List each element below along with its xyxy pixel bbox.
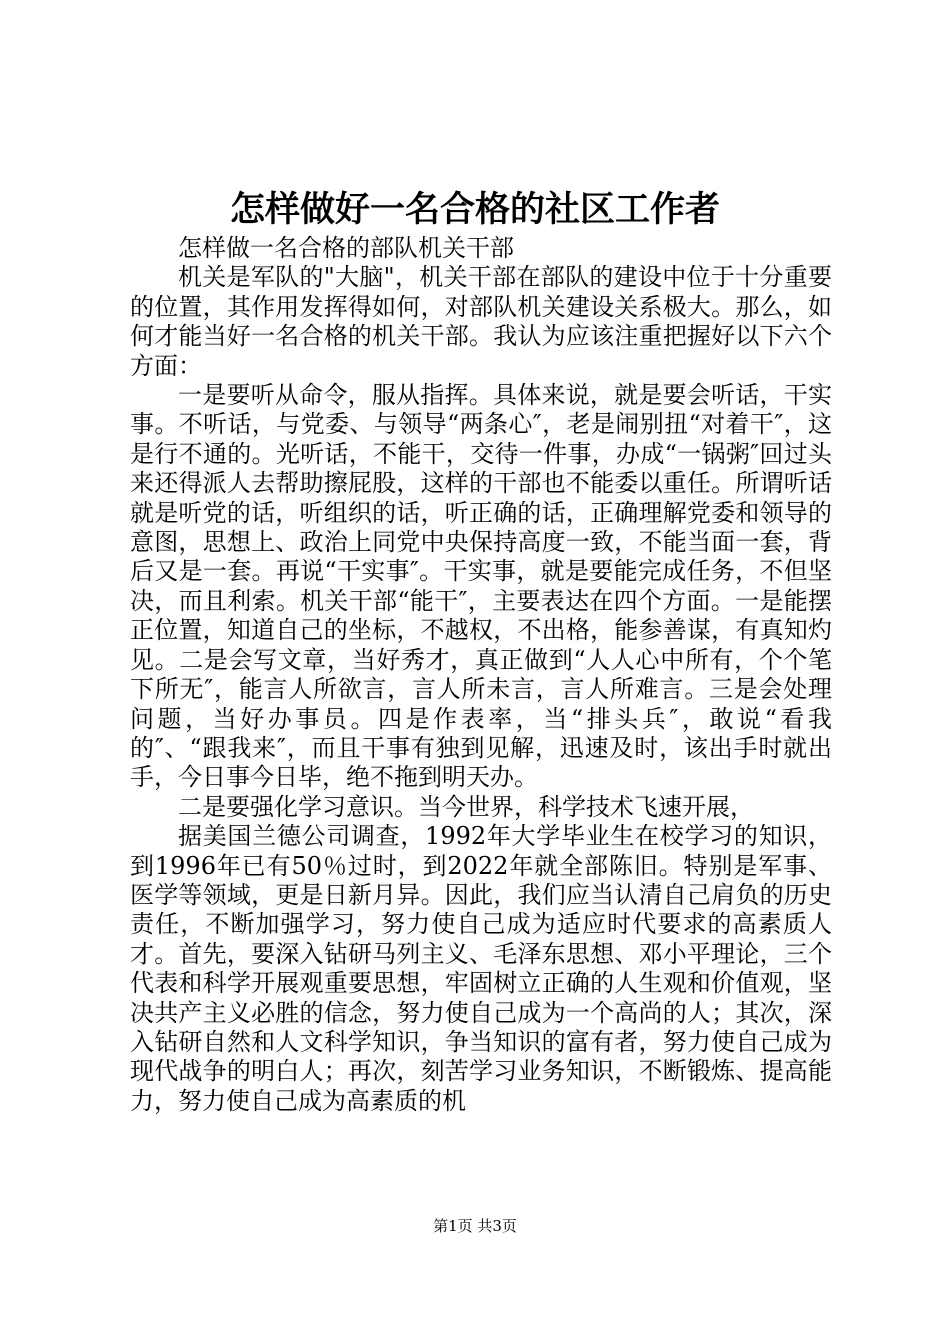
subtitle-paragraph: 怎样做一名合格的部队机关干部 — [178, 234, 514, 262]
body-paragraph: 机关是军队的"大脑"，机关干部在部队的建设中位于十分重要的位置，其作用发挥得如何，对部队机关建设关系极大。那么，如何才能当好一名合格的机关干部。我认为应该注重把握好以下六个方面： — [130, 263, 832, 380]
page-number: 第1页 共3页 — [433, 1217, 517, 1235]
body-paragraph: 据美国兰德公司调查，1992年大学毕业生在校学习的知识，到1996年已有50％过时，到2022年就全部陈旧。特别是军事、医学等领域，更是日新月异。因此，我们应当认清自己肩负的历史责任，不断加强学习，努力使自己成为适应时代要求的高素质人才。首先，要深入钻研马列主义、毛泽东思想、邓小平理论，三个代表和科学开展观重要思想，牢固树立正确的人生观和价值观，坚决共产主义必胜的信念，努力使自己成为一个高尚的人；其次，深入钻研自然和人文科学知识，争当知识的富有者，努力使自己成为现代战争的明白人；再次，刻苦学习业务知识，不断锻炼、提高能力，努力使自己成为高素质的机 — [130, 822, 832, 1115]
document-body — [130, 234, 832, 1116]
document-title: 怎样做好一名合格的社区工作者 — [229, 189, 720, 230]
body-paragraph: 一是要听从命令，服从指挥。具体来说，就是要会听话，干实事。不听话，与党委、与领导“两条心″，老是闹别扭“对着干″，这是行不通的。光听话，不能干，交待一件事，办成“一锅粥″回过头来还得派人去帮助擦屁股，这样的干部也不能委以重任。所谓听话就是听党的话，听组织的话，听正确的话，正确理解党委和领导的意图，思想上、政治上同党中央保持高度一致，不能当面一套，背后又是一套。再说“干实事″。干实事，就是要能完成任务，不但坚决，而且利索。机关干部“能干″，主要表达在四个方面。一是能摆正位置，知道自己的坐标，不越权，不出格，能参善谋，有真知灼见。二是会写文章，当好秀才，真正做到“人人心中所有，个个笔下所无″，能言人所欲言，言人所未言，言人所难言。三是会处理问题，当好办事员。四是作表率，当“排头兵″，敢说“看我的″、“跟我来″，而且干事有独到见解，迅速及时，该出手时就出手，今日事今日毕，绝不拖到明天办。 — [130, 381, 832, 792]
body-paragraph: 二是要强化学习意识。当今世界，科学技术飞速开展， — [178, 792, 754, 821]
